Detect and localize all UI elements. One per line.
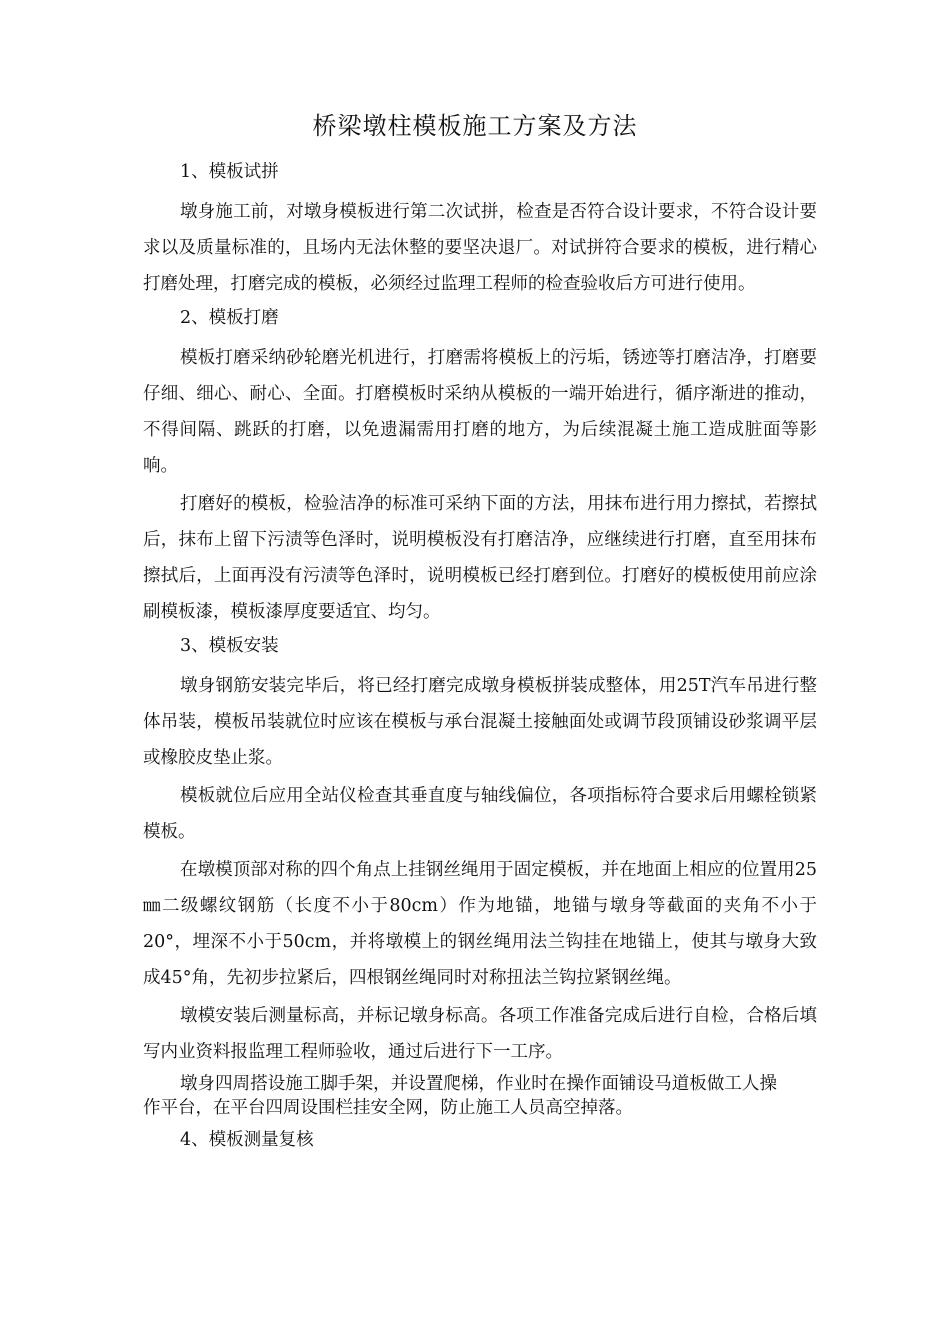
paragraph: 墩身施工前，对墩身模板进行第二次试拼，检查是否符合设计要求，不符合设计要求以及质量标准的，且场内无法休整的要坚决退厂。对试拼符合要求的模板，进行精心打磨处理，打磨完成的模板，必须经过监理工程师的检查验收后方可进行使用。 (143, 202, 817, 294)
section-template-polishing (143, 304, 817, 630)
section-template-trial-assembly (143, 158, 817, 302)
section-heading: 1、模板试拼 (180, 162, 279, 182)
paragraph: 模板就位后应用全站仪检查其垂直度与轴线偏位，各项指标符合要求后用螺栓锁紧模板。 (143, 786, 817, 842)
paragraph: 打磨好的模板，检验洁净的标准可采纳下面的方法，用抹布进行用力擦拭，若擦拭后，抹布上留下污渍等色泽时，说明模板没有打磨洁净，应继续进行打磨，直至用抹布擦拭后，上面再没有污渍等色泽时，说明模板已经打磨到位。打磨好的模板使用前应涂刷模板漆，模板漆厚度要适宜、均匀。 (143, 494, 817, 622)
section-heading: 2、模板打磨 (180, 308, 279, 328)
section-template-survey-check (143, 1126, 817, 1154)
paragraph: 模板打磨采纳砂轮磨光机进行，打磨需将模板上的污垢，锈迹等打磨洁净，打磨要仔细、细心、耐心、全面。打磨模板时采纳从模板的一端开始进行，循序渐进的推动，不得间隔、跳跃的打磨，以免遗漏需用打磨的地方，为后续混凝土施工造成脏面等影响。 (143, 348, 817, 476)
section-heading: 3、模板安装 (180, 636, 279, 656)
paragraph: 墩模安装后测量标高，并标记墩身标高。各项工作准备完成后进行自检，合格后填写内业资料报监理工程师验收，通过后进行下一工序。 (143, 1006, 817, 1062)
document-body (143, 158, 817, 1162)
document-title: 桥梁墩柱模板施工方案及方法 (312, 112, 638, 140)
paragraph: 在墩模顶部对称的四个角点上挂钢丝绳用于固定模板，并在地面上相应的位置用25㎜二级螺纹钢筋（长度不小于80cm）作为地锚，地锚与墩身等截面的夹角不小于20°，埋深不小于50cm，并将墩模上的钢丝绳用法兰钩挂在地锚上，使其与墩身大致成45°角，先初步拉紧后，四根钢丝绳同时对称扭法兰钩拉紧钢丝绳。 (143, 860, 817, 988)
section-heading: 4、模板测量复核 (180, 1130, 314, 1150)
paragraph: 墩身钢筋安装完毕后，将已经打磨完成墩身模板拼装成整体，用25T汽车吊进行整体吊装，模板吊装就位时应该在模板与承台混凝土接触面处或调节段顶铺设砂浆调平层或橡胶皮垫止浆。 (143, 676, 817, 768)
section-template-installation (143, 632, 817, 1120)
paragraph: 墩身四周搭设施工脚手架，并设置爬梯，作业时在操作面铺设马道板做工人操作平台，在平台四周设围栏挂安全网，防止施工人员高空掉落。 (143, 1074, 777, 1118)
